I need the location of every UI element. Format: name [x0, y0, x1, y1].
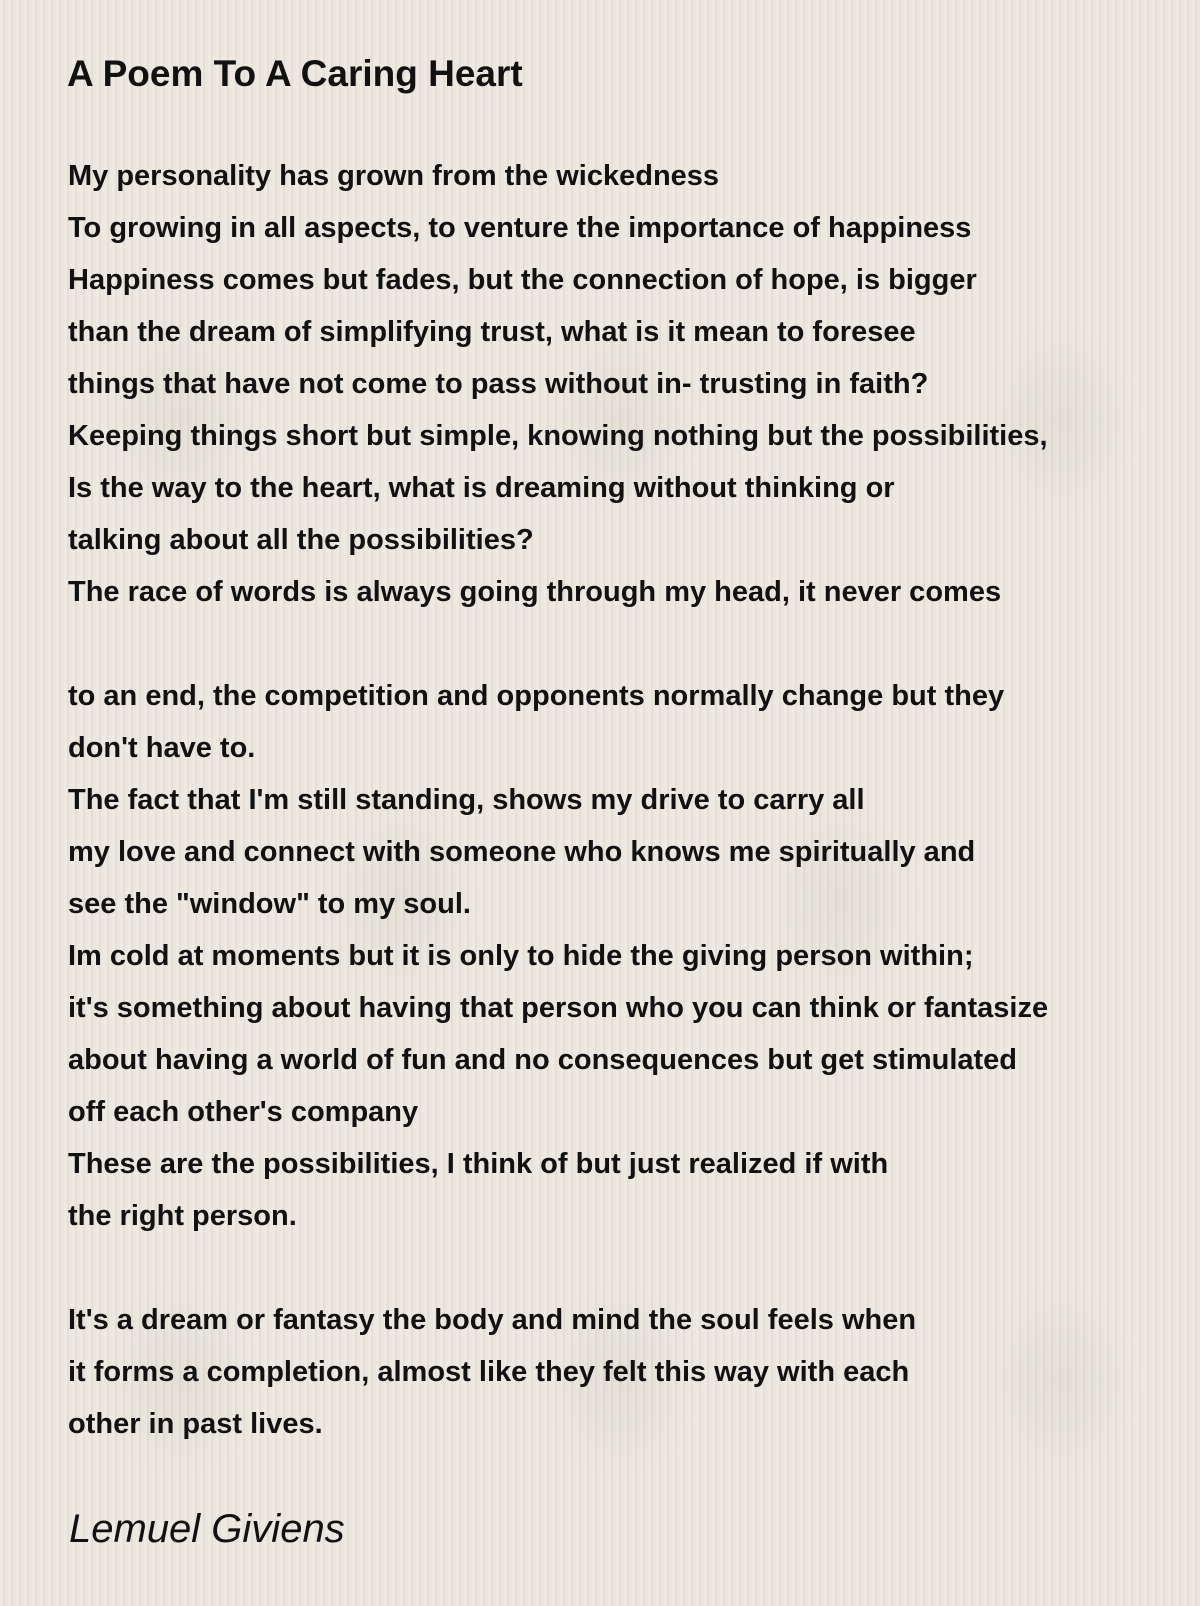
poem-line: the right person.	[68, 1200, 297, 1232]
poem-line: to an end, the competition and opponents normally change but they	[68, 680, 1005, 712]
poem-title: A Poem To A Caring Heart	[67, 53, 523, 94]
poem-line: off each other's company	[68, 1096, 419, 1128]
poem-line: The race of words is always going through my head, it never comes	[68, 576, 1002, 608]
poem-line: The fact that I'm still standing, shows my drive to carry all	[68, 784, 865, 816]
poem-line: it's something about having that person who you can think or fantasize	[68, 992, 1049, 1024]
poem-author: Lemuel Giviens	[69, 1507, 345, 1551]
poem-line: talking about all the possibilities?	[68, 524, 534, 556]
poem-line: It's a dream or fantasy the body and mind the soul feels when	[68, 1304, 917, 1336]
poem-line: my love and connect with someone who knows me spiritually and	[68, 836, 976, 868]
poem-line: see the "window" to my soul.	[68, 888, 471, 920]
poem-line: Happiness comes but fades, but the connection of hope, is bigger	[68, 264, 977, 296]
stanza-break	[68, 1242, 1193, 1294]
poem-line: things that have not come to pass without in- trusting in faith?	[68, 368, 929, 400]
poem-line: To growing in all aspects, to venture the importance of happiness	[68, 212, 972, 244]
poem-line: it forms a completion, almost like they felt this way with each	[68, 1356, 910, 1388]
poem-line: Is the way to the heart, what is dreaming without thinking or	[68, 472, 895, 504]
stanza-break	[68, 618, 1193, 670]
poem-line: other in past lives.	[68, 1408, 323, 1440]
poem-line: Im cold at moments but it is only to hide the giving person within;	[68, 940, 974, 972]
poem-line: Keeping things short but simple, knowing nothing but the possibilities,	[68, 420, 1048, 452]
poem-body	[68, 150, 1193, 1450]
poem-line: My personality has grown from the wickedness	[68, 160, 720, 192]
poem-line: don't have to.	[68, 732, 256, 764]
poem-line: These are the possibilities, I think of but just realized if with	[68, 1148, 889, 1180]
poem-line: about having a world of fun and no consequences but get stimulated	[68, 1044, 1017, 1076]
poem-line: than the dream of simplifying trust, what is it mean to foresee	[68, 316, 916, 348]
